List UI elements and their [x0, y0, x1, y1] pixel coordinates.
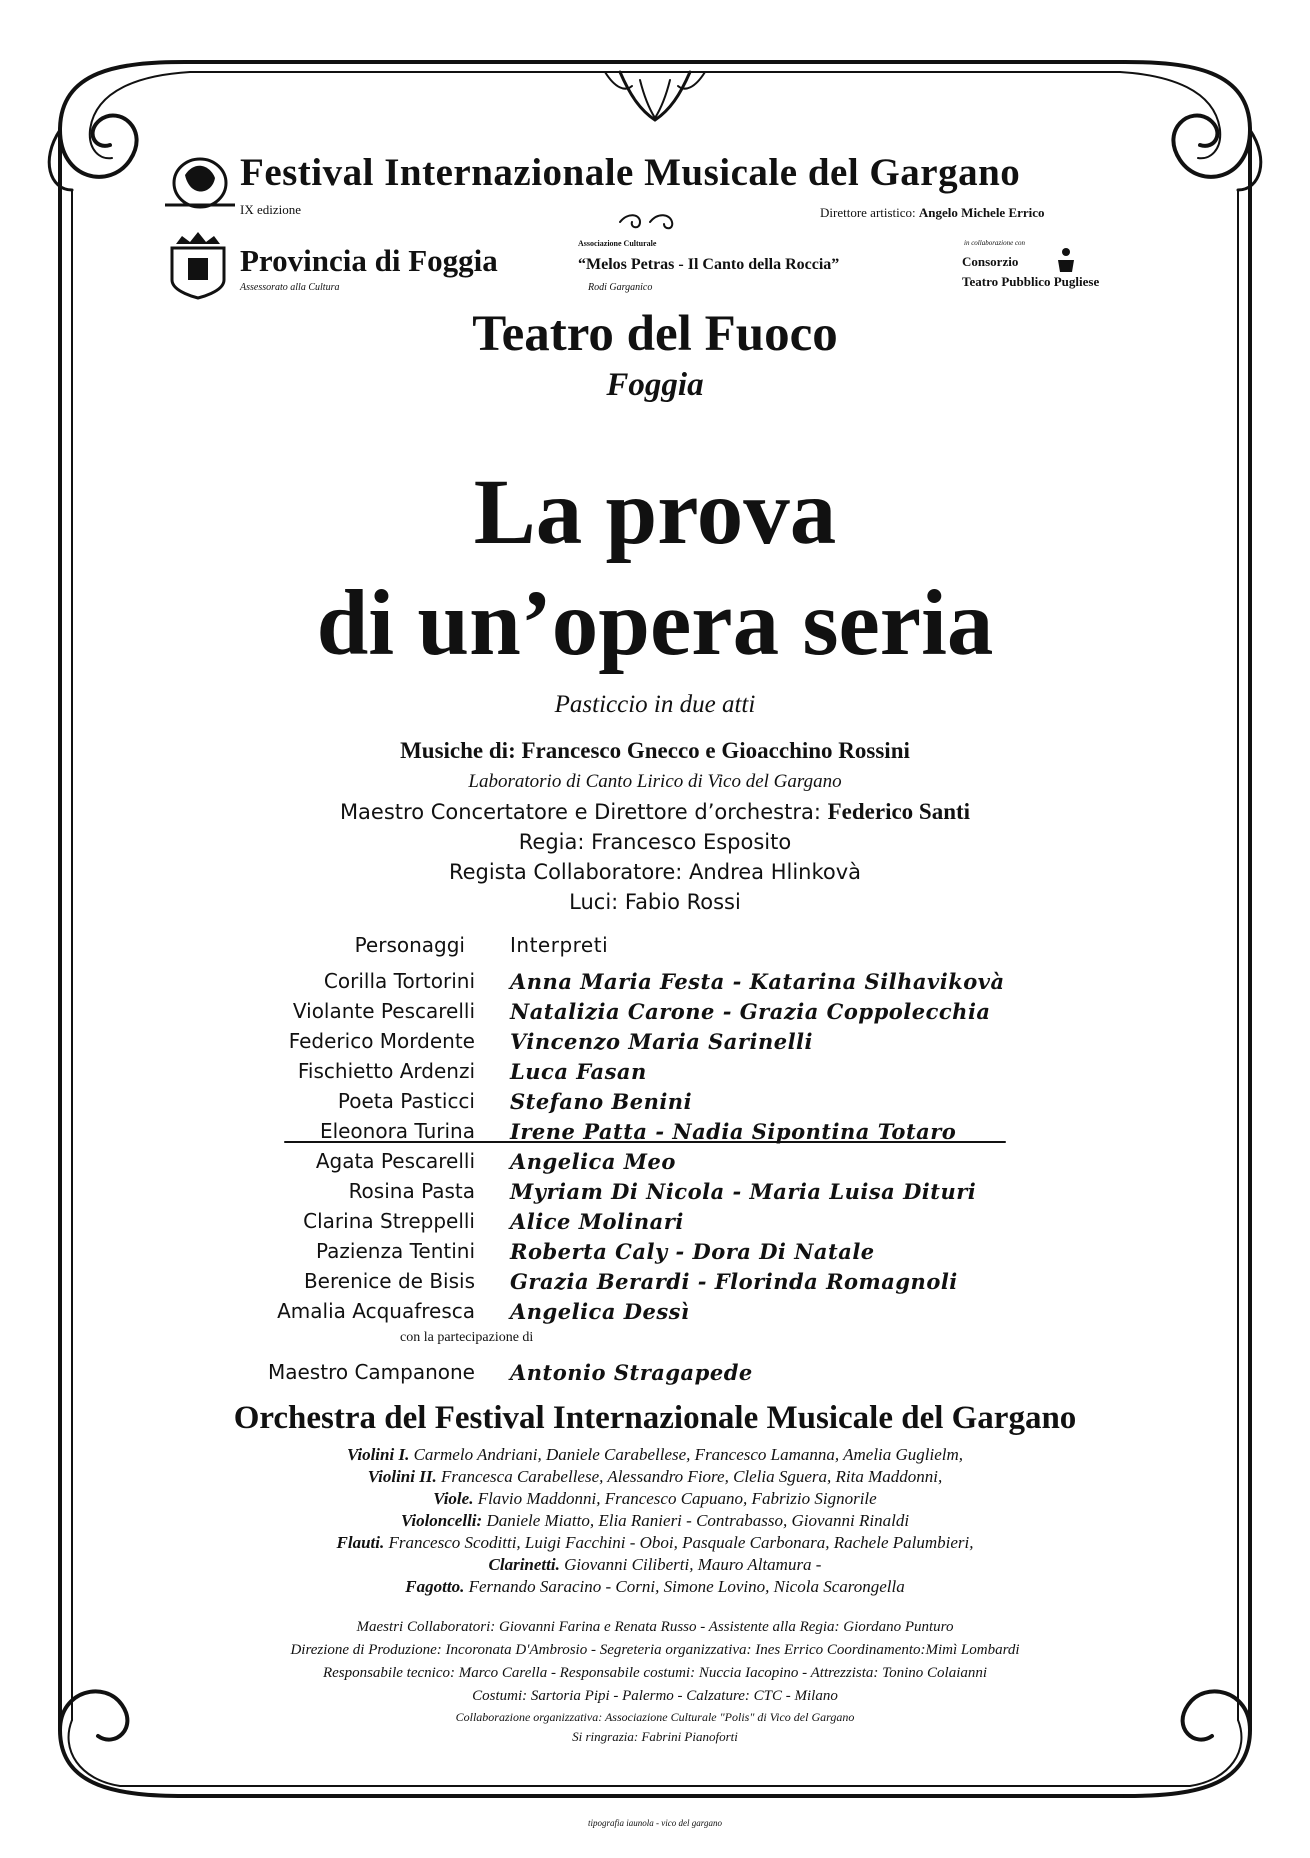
cast-performer: Natalizia Carone - Grazia Coppolecchia [510, 999, 991, 1024]
conductor-name: Federico Santi [827, 799, 971, 824]
orchestra-section: Fagotto. [405, 1577, 465, 1596]
provincia-coat-of-arms-icon [172, 232, 224, 298]
credit-line: Costumi: Sartoria Pipi - Palermo - Calzature: CTC - Milano [472, 1688, 838, 1704]
orchestra-line [0, 1467, 1310, 1487]
cast-character: Violante Pescarelli [292, 999, 475, 1023]
orchestra-members: Flavio Maddonni, Francesco Capuano, Fabrizio Signorile [473, 1489, 877, 1508]
cast-character: Rosina Pasta [348, 1179, 475, 1203]
cast-character: Corilla Tortorini [323, 969, 475, 993]
special-character: Maestro Campanone [267, 1360, 475, 1384]
assessorato-label: Assessorato alla Cultura [240, 282, 340, 293]
cast-character: Federico Mordente [288, 1029, 475, 1053]
cast-performer: Anna Maria Festa - Katarina Silhavikovà [510, 969, 1005, 994]
orchestra-line [0, 1555, 1310, 1575]
orchestra-section: Violini II. [367, 1467, 437, 1486]
edition-label: IX edizione [240, 202, 302, 217]
cast-character: Poeta Pasticci [337, 1089, 475, 1113]
orchestra-title: Orchestra del Festival Internazionale Musicale del Gargano [233, 1400, 1077, 1436]
regia-credit: Regia: Francesco Esposito [518, 830, 792, 854]
conductor-label: Maestro Concertatore e Direttore d’orchestra: [339, 800, 821, 824]
cast-character: Clarina Streppelli [303, 1209, 475, 1233]
cast-performer: Angelica Meo [510, 1149, 676, 1174]
orchestra-section: Flauti. [336, 1533, 385, 1552]
cast-performer: Vincenzo Maria Sarinelli [510, 1029, 814, 1054]
opera-title-line1: La prova [473, 461, 837, 564]
orchestra-members: Fernando Saracino - Corni, Simone Lovino, Nicola Scarongella [464, 1577, 905, 1596]
orchestra-section: Violoncelli: [400, 1511, 483, 1530]
credit-line: Responsabile tecnico: Marco Carella - Responsabile costumi: Nuccia Iacopino - Attrezzista: Tonino Colaianni [322, 1665, 988, 1681]
orchestra-members: Francesco Scoditti, Luigi Facchini - Oboi, Pasquale Carbonara, Rachele Palumbieri, [384, 1533, 974, 1552]
cast-performer: Angelica Dessì [510, 1299, 690, 1324]
director-name: Angelo Michele Errico [918, 205, 1045, 220]
consorzio-name: Consorzio [962, 254, 1019, 269]
cast-performer: Stefano Benini [510, 1089, 693, 1114]
association-name: “Melos Petras - Il Canto della Roccia” [578, 256, 840, 273]
cast-performer: Alice Molinari [510, 1209, 684, 1234]
venue-city: Foggia [606, 367, 704, 403]
consorzio-logo-icon [1058, 248, 1074, 272]
orchestra-section: Clarinetti. [488, 1555, 560, 1574]
cast-character: Eleonora Turina [319, 1119, 475, 1143]
venue-name: Teatro del Fuoco [472, 306, 838, 362]
printer-credit: tipografia iaunola - vico del gargano [588, 1818, 722, 1828]
laboratory-credit: Laboratorio di Canto Lirico di Vico del Gargano [468, 771, 842, 792]
association-place: Rodi Garganico [588, 282, 653, 293]
music-credit: Musiche di: Francesco Gnecco e Gioacchino Rossini [400, 738, 910, 763]
orchestra-section: Viole. [433, 1489, 474, 1508]
special-performer: Antonio Stragapede [510, 1360, 753, 1385]
festival-emblem-icon [165, 159, 235, 207]
cast-performer: Irene Patta - Nadia Sipontina Totaro [510, 1119, 957, 1144]
regista-credit: Regista Collaboratore: Andrea Hlinkovà [448, 860, 862, 884]
orchestra-members: Daniele Miatto, Elia Ranieri - Contrabasso, Giovanni Rinaldi [482, 1511, 910, 1530]
opera-subtitle: Pasticcio in due atti [554, 691, 756, 718]
orchestra-section: Violini I. [346, 1445, 410, 1464]
festival-title: Festival Internazionale Musicale del Gargano [240, 151, 1021, 194]
orchestra-line [0, 1577, 1310, 1597]
cast-performer: Roberta Caly - Dora Di Natale [510, 1239, 875, 1264]
cast-header-characters: Personaggi [354, 933, 465, 957]
teatro-pubblico-pugliese: Teatro Pubblico Pugliese [962, 274, 1100, 289]
director-label: Direttore artistico: [820, 205, 916, 220]
association-label: Associazione Culturale [578, 239, 657, 248]
credit-line: Collaborazione organizzativa: Associazione Culturale "Polis" di Vico del Gargano [455, 1710, 855, 1724]
credit-line: Direzione di Produzione: Incoronata D'Ambrosio - Segreteria organizzativa: Ines Errico Coordinamento:Mimì Lombardi [290, 1642, 1020, 1658]
cast-performer: Myriam Di Nicola - Maria Luisa Dituri [510, 1179, 977, 1204]
cast-character: Agata Pescarelli [315, 1149, 475, 1173]
cast-header-performers: Interpreti [510, 933, 609, 957]
orchestra-line [0, 1533, 1310, 1553]
credit-line: Si ringrazia: Fabrini Pianoforti [572, 1729, 738, 1744]
orchestra-line [0, 1445, 1310, 1465]
cast-performer: Grazia Berardi - Florinda Romagnoli [510, 1269, 958, 1294]
cast-character: Berenice de Bisis [303, 1269, 475, 1293]
orchestra-members: Giovanni Ciliberti, Mauro Altamura - [559, 1555, 822, 1574]
provincia-title: Provincia di Foggia [240, 243, 498, 278]
credit-line: Maestri Collaboratori: Giovanni Farina e Renata Russo - Assistente alla Regia: Giordano Punturo [356, 1619, 954, 1635]
orchestra-members: Francesca Carabellese, Alessandro Fiore, Clelia Sguera, Rita Maddonni, [436, 1467, 943, 1486]
collaboration-label: in collaborazione con [964, 239, 1026, 247]
cast-character: Amalia Acquafresca [277, 1299, 475, 1323]
cast-character: Pazienza Tentini [316, 1239, 475, 1263]
cast-performer: Luca Fasan [510, 1059, 647, 1084]
orchestra-line [0, 1489, 1310, 1509]
opera-title-line2: di un’opera seria [316, 572, 994, 675]
artistic-director [820, 205, 1045, 221]
participation-label: con la partecipazione di [400, 1330, 534, 1345]
luci-credit: Luci: Fabio Rossi [569, 890, 741, 914]
cast-character: Fischietto Ardenzi [297, 1059, 475, 1083]
orchestra-line [0, 1511, 1310, 1531]
conductor-credit [0, 799, 1310, 825]
orchestra-members: Carmelo Andriani, Daniele Carabellese, Francesco Lamanna, Amelia Guglielm, [409, 1445, 964, 1464]
